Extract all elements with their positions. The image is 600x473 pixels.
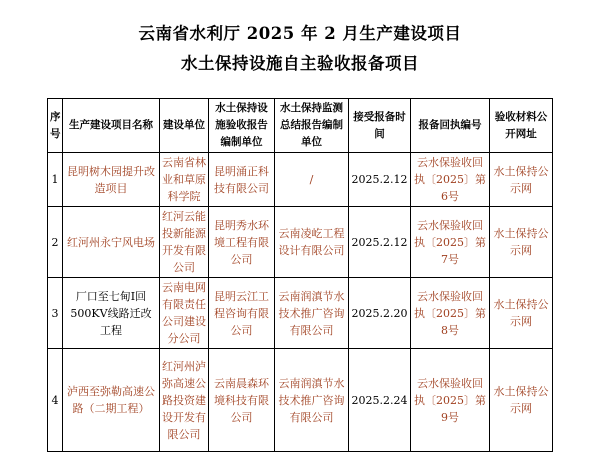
header-receipt: 报备回执编号	[411, 99, 490, 153]
cell-receipt: 云水保验收回执〔2025〕第8号	[411, 278, 490, 349]
cell-date: 2025.2.12	[349, 207, 411, 278]
header-monitor-unit: 水土保持监测总结报告编制单位	[275, 99, 349, 153]
header-report-unit: 水土保持设施验收报告编制单位	[209, 99, 275, 153]
cell-report-unit: 昆明云江工程咨询有限公司	[209, 278, 275, 349]
cell-no: 4	[48, 349, 63, 452]
cell-project-name: 厂口至七甸Ⅰ回500KV线路迁改工程	[63, 278, 160, 349]
table-header-row	[48, 99, 553, 153]
cell-date: 2025.2.12	[349, 153, 411, 207]
cell-no: 1	[48, 153, 63, 207]
header-project-name: 生产建设项目名称	[63, 99, 160, 153]
cell-project-name: 泸西至弥勒高速公路（二期工程）	[63, 349, 160, 452]
table-row	[48, 349, 553, 452]
page-subtitle: 水土保持设施自主验收报备项目	[181, 54, 419, 73]
header-date: 接受报备时间	[349, 99, 411, 153]
cell-no: 2	[48, 207, 63, 278]
cell-monitor-unit: 云南凌屹工程设计有限公司	[275, 207, 349, 278]
header-no: 序号	[48, 99, 63, 153]
cell-report-unit: 云南晨森环境科技有限公司	[209, 349, 275, 452]
cell-url-link[interactable]: 水土保持公示网	[490, 349, 553, 452]
cell-receipt: 云水保验收回执〔2025〕第7号	[411, 207, 490, 278]
cell-date: 2025.2.20	[349, 278, 411, 349]
cell-builder: 云南电网有限责任公司建设分公司	[160, 278, 209, 349]
table-row	[48, 153, 553, 207]
cell-receipt: 云水保验收回执〔2025〕第9号	[411, 349, 490, 452]
cell-url-link[interactable]: 水土保持公示网	[490, 153, 553, 207]
cell-report-unit: 昆明秀水环境工程有限公司	[209, 207, 275, 278]
header-builder: 建设单位	[160, 99, 209, 153]
cell-project-name: 红河州永宁风电场	[63, 207, 160, 278]
cell-url-link[interactable]: 水土保持公示网	[490, 207, 553, 278]
cell-monitor-unit: /	[275, 153, 349, 207]
cell-monitor-unit: 云南润滇节水技术推广咨询有限公司	[275, 349, 349, 452]
table-row	[48, 278, 553, 349]
project-table	[47, 98, 553, 452]
cell-receipt: 云水保验收回执〔2025〕第6号	[411, 153, 490, 207]
cell-no: 3	[48, 278, 63, 349]
table-row	[48, 207, 553, 278]
cell-project-name: 昆明树木园提升改造项目	[63, 153, 160, 207]
cell-builder: 红河州泸弥高速公路投资建设开发有限公司	[160, 349, 209, 452]
cell-monitor-unit: 云南润滇节水技术推广咨询有限公司	[275, 278, 349, 349]
header-url: 验收材料公开网址	[490, 99, 553, 153]
cell-date: 2025.2.24	[349, 349, 411, 452]
cell-report-unit: 昆明涌正科技有限公司	[209, 153, 275, 207]
cell-builder: 红河云能投新能源开发有限公司	[160, 207, 209, 278]
cell-url-link[interactable]: 水土保持公示网	[490, 278, 553, 349]
page-title: 云南省水利厅 2025 年 2 月生产建设项目	[138, 24, 462, 43]
cell-builder: 云南省林业和草原科学院	[160, 153, 209, 207]
